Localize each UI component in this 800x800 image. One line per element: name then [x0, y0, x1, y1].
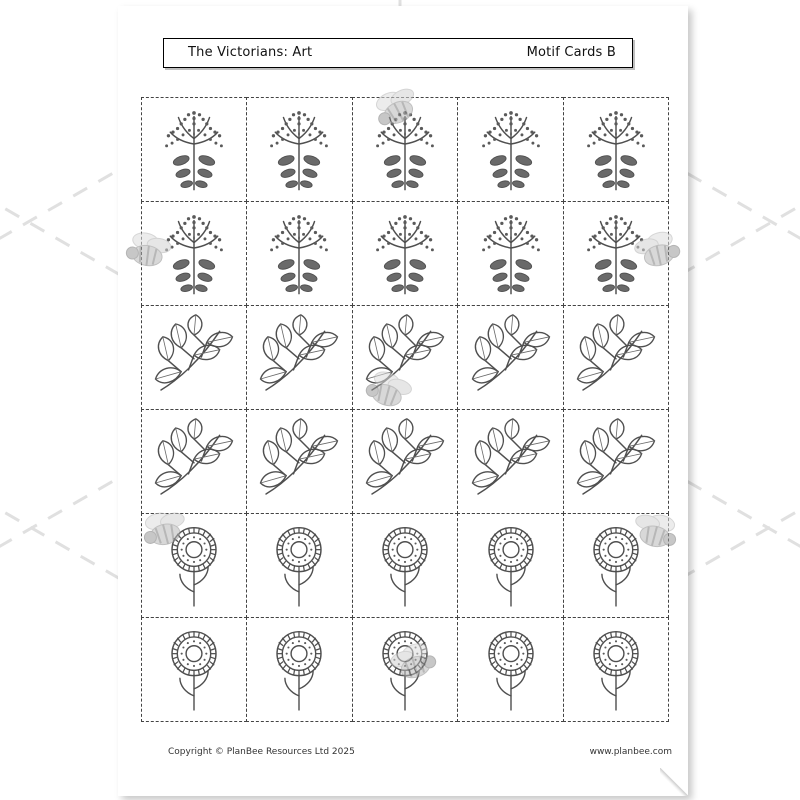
- page-title-left: The Victorians: Art: [188, 45, 313, 60]
- motif-card[interactable]: [246, 97, 353, 202]
- page-title-right: Motif Cards B: [526, 45, 616, 60]
- motif-card[interactable]: [563, 201, 670, 306]
- leaf-spray-motif: [570, 313, 662, 401]
- sunflower-motif: [255, 622, 343, 717]
- header-bar: [163, 38, 633, 68]
- motif-card[interactable]: [246, 201, 353, 306]
- sunflower-motif: [150, 622, 238, 717]
- motif-card[interactable]: [141, 513, 248, 618]
- sunflower-motif: [361, 518, 449, 613]
- leaf-spray-motif: [570, 417, 662, 505]
- leaf-spray-motif: [253, 417, 345, 505]
- motif-card[interactable]: [352, 617, 459, 722]
- motif-card[interactable]: [141, 617, 248, 722]
- leaf-spray-motif: [253, 313, 345, 401]
- motif-card[interactable]: [457, 617, 564, 722]
- sunflower-motif: [467, 518, 555, 613]
- footer-copyright: Copyright © PlanBee Resources Ltd 2025: [168, 747, 355, 757]
- thistle-flower-motif: [253, 102, 345, 197]
- leaf-spray-motif: [359, 313, 451, 401]
- motif-card[interactable]: [563, 409, 670, 514]
- motif-card[interactable]: [457, 513, 564, 618]
- thistle-flower-motif: [148, 102, 240, 197]
- motif-card[interactable]: [457, 97, 564, 202]
- motif-card[interactable]: [141, 201, 248, 306]
- sunflower-motif: [572, 518, 660, 613]
- motif-card[interactable]: [563, 97, 670, 202]
- thistle-flower-motif: [359, 102, 451, 197]
- motif-card[interactable]: [246, 305, 353, 410]
- motif-card[interactable]: [352, 305, 459, 410]
- leaf-spray-motif: [359, 417, 451, 505]
- motif-card[interactable]: [352, 409, 459, 514]
- thistle-flower-motif: [570, 206, 662, 301]
- sunflower-motif: [467, 622, 555, 717]
- motif-card[interactable]: [457, 201, 564, 306]
- footer-website[interactable]: www.planbee.com: [589, 747, 672, 757]
- thistle-flower-motif: [465, 206, 557, 301]
- thistle-flower-motif: [570, 102, 662, 197]
- thistle-flower-motif: [465, 102, 557, 197]
- motif-card[interactable]: [352, 97, 459, 202]
- motif-card[interactable]: [246, 617, 353, 722]
- page-corner-fold: [660, 768, 688, 796]
- motif-card[interactable]: [352, 201, 459, 306]
- motif-card[interactable]: [141, 97, 248, 202]
- motif-card[interactable]: [457, 305, 564, 410]
- motif-card[interactable]: [352, 513, 459, 618]
- thistle-flower-motif: [253, 206, 345, 301]
- thistle-flower-motif: [359, 206, 451, 301]
- leaf-spray-motif: [465, 417, 557, 505]
- motif-card[interactable]: [457, 409, 564, 514]
- motif-card[interactable]: [563, 305, 670, 410]
- motif-card[interactable]: [246, 513, 353, 618]
- sunflower-motif: [255, 518, 343, 613]
- motif-card[interactable]: [563, 617, 670, 722]
- leaf-spray-motif: [465, 313, 557, 401]
- motif-card[interactable]: [141, 305, 248, 410]
- motif-card-grid: [141, 97, 669, 721]
- thistle-flower-motif: [148, 206, 240, 301]
- sunflower-motif: [150, 518, 238, 613]
- leaf-spray-motif: [148, 417, 240, 505]
- sunflower-motif: [361, 622, 449, 717]
- leaf-spray-motif: [148, 313, 240, 401]
- motif-card[interactable]: [246, 409, 353, 514]
- sunflower-motif: [572, 622, 660, 717]
- motif-card[interactable]: [141, 409, 248, 514]
- motif-card[interactable]: [563, 513, 670, 618]
